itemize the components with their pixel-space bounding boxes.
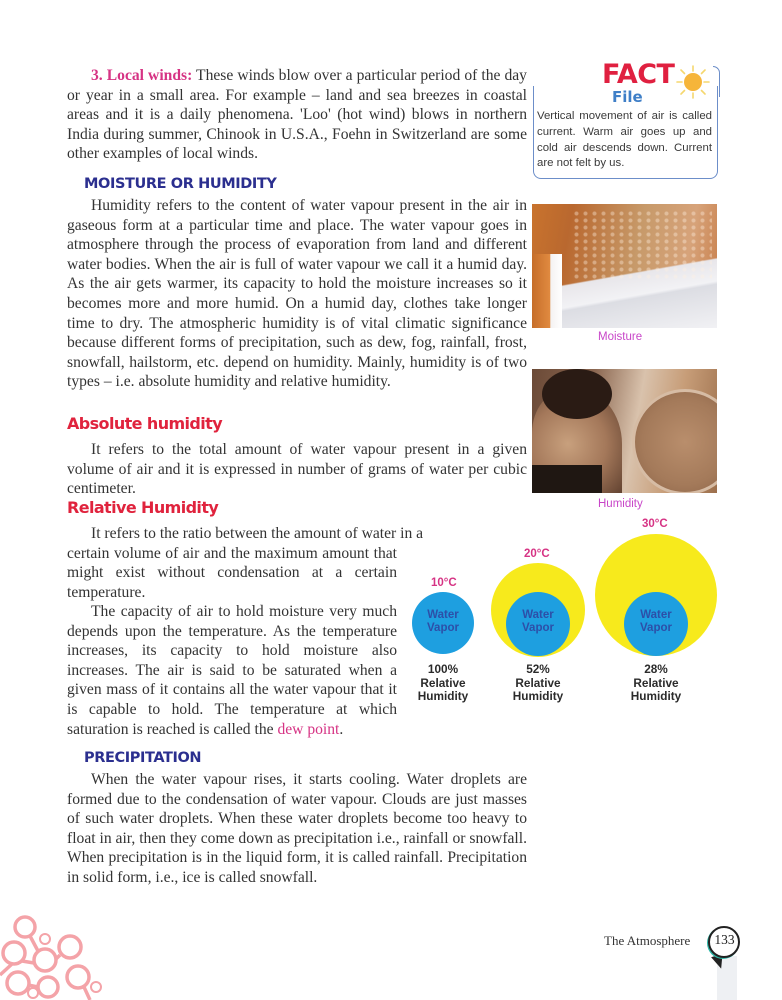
precipitation-text: When the water vapour rises, it starts cooling. Water droplets are formed due to the condensation of water vapour. Clouds are just masses of such water droplets. When these water droplets become too heavy to float in air, then they come down as precipitation i.e., rainfall or snowfall. When precipitation is in the liquid form, it is called rainfall. Precipitation in solid form, i.e., ice is called snowfall. [67, 771, 527, 886]
dew-point-term: dew point [277, 720, 340, 738]
fact-file-text: Vertical movement of air is called current. Warm air goes up and cold air descends down. Current are not felt by us. [537, 110, 712, 170]
chapter-title: The Atmosphere [604, 933, 691, 948]
fact-file-border-corner [713, 66, 720, 97]
relative-humidity-text1: certain volume of air and the maximum amount that might exist without condensation at a certain temperature. [67, 544, 397, 601]
window-frame [532, 254, 562, 328]
water-vapor-label-10c: Water Vapor [427, 609, 459, 634]
fact-file-title: FACT [602, 59, 675, 90]
rh-label-30c: 28% Relative Humidity [630, 662, 682, 703]
local-winds-text: These winds blow over a particular period of the day or year in a small area. For example – land and sea breezes in coastal areas and it is a daily phenomena. 'Loo' (hot wind) blows in northern India during summer, Chinook in U.S.A., Foehn in Switzerland are some other examples of local winds. [67, 67, 527, 163]
sun-icon [675, 64, 711, 100]
moisture-caption: Moisture [598, 331, 643, 343]
person-dress [532, 465, 602, 493]
person-hair [542, 369, 612, 419]
local-winds-lead: 3. Local winds: [91, 67, 193, 84]
local-winds-paragraph [67, 66, 527, 164]
temp-label-10c: 10°C [431, 577, 457, 589]
relative-humidity-heading: Relative Humidity [67, 498, 219, 517]
moisture-heading: MOISTURE OR HUMIDITY [84, 176, 277, 192]
absolute-humidity-paragraph [67, 440, 527, 499]
absolute-humidity-text: It refers to the total amount of water vapour present in a given volume of air and it is expressed in number of grams of water per cubic centimeter. [67, 441, 527, 498]
relative-humidity-text2: The capacity of air to hold moisture very much depends upon the temperature. As the temperature increases, its capacity to hold moisture also increases. The air is said to be saturated when a given mass of it contains all the water vapour that it is capable to hold. The temperature at which saturation is reached is called the [67, 603, 397, 738]
relative-humidity-paragraph1 [67, 544, 397, 603]
rh-label-20c: 52% Relative Humidity [512, 662, 564, 703]
fact-file-subtitle: File [612, 88, 643, 106]
moisture-photo [532, 204, 717, 328]
precipitation-paragraph [67, 770, 527, 888]
absolute-humidity-heading: Absolute humidity [67, 414, 223, 433]
relative-humidity-text-line1: It refers to the ratio between the amount of water in a [91, 525, 424, 542]
page-number: 133 [714, 932, 735, 947]
humidity-photo [532, 369, 717, 493]
moisture-text: Humidity refers to the content of water vapour present in the air in gaseous form at a particular time and place. The water vapour goes in atmosphere through the process of evaporation from land and different water bodies. When the air is full of water vapour we call it a humid day. As the air gets warmer, its capacity to hold the moisture increases so it becomes more and more humid. On a humid day, clothes take longer time to dry. The atmospheric humidity is of vital climatic significance because different forms of precipitation, such as dew, fog, rainfall, frost, snowfall, hailstorm, etc. depend on humidity. Mainly, humidity is of two types – i.e. absolute humidity and relative humidity. [67, 197, 527, 391]
relative-humidity-paragraph2: The capacity of air to hold moisture very much depends upon the temperature. As the temperature increases, its capacity to hold moisture also increases. The air is said to be saturated when a given mass of it contains all the water vapour that it is capable to hold. The temperature at which saturation is reached is called the dew point. [67, 603, 397, 738]
temp-label-30c: 30°C [642, 518, 668, 530]
relative-humidity-line1 [67, 524, 527, 544]
rh-label-10c: 100% Relative Humidity [417, 662, 469, 703]
molecule-decoration-icon [0, 905, 110, 1000]
precipitation-heading: PRECIPITATION [84, 750, 202, 766]
condensation-drops [572, 210, 712, 280]
fan-figure [632, 389, 717, 493]
water-vapor-label-30c: Water Vapor [640, 609, 672, 634]
moisture-paragraph [67, 196, 527, 392]
water-vapor-label-20c: Water Vapor [522, 609, 554, 634]
humidity-caption: Humidity [598, 498, 643, 510]
temp-label-20c: 20°C [524, 548, 550, 560]
